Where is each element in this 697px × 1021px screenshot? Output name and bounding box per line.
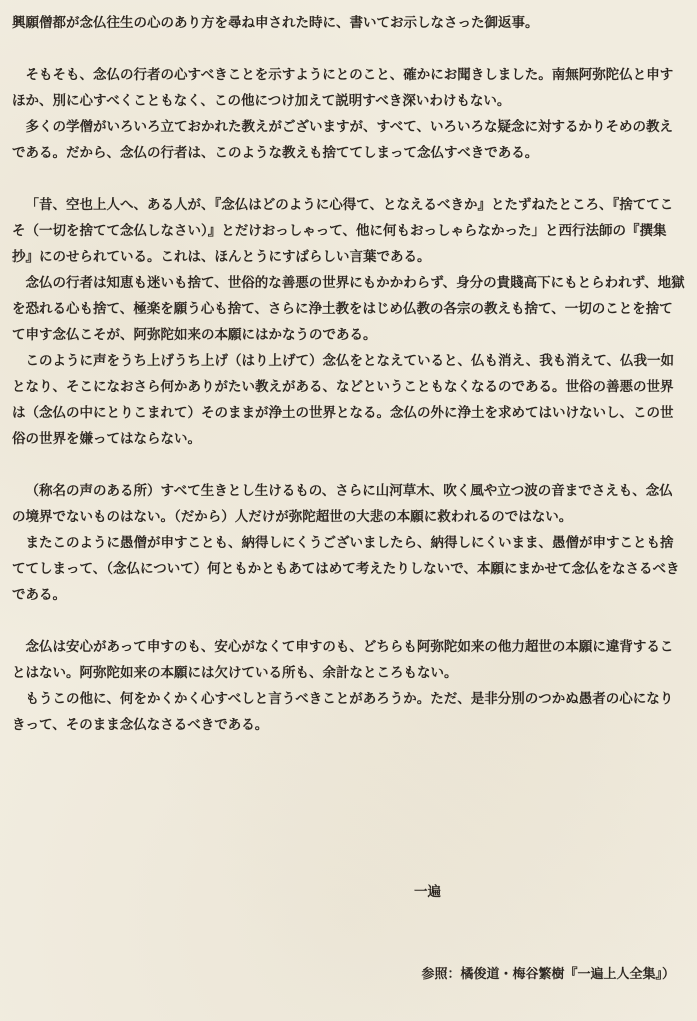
paragraph: そもそも、念仏の行者の心すべきことを示すようにとのこと、確かにお聞きしました。南無阿弥陀仏と申すほか、別に心すべくこともなく、この他につけ加えて説明すべき深いわけもない。 (12, 67, 674, 109)
document-title: 興願僧都が念仏往生の心のあり方を尋ね申された時に、書いてお示しなさった御返事。 (12, 15, 539, 31)
section-2 (12, 192, 685, 452)
reference-citation: 参照：橘俊道・梅谷繁樹『一遍上人全集』） (421, 967, 675, 982)
section-3 (12, 478, 685, 608)
paragraph: もうこの他に、何をかくかく心すべしと言うべきことがあろうか。ただ、是非分別のつかぬ愚者の心になりきって、そのまま念仏なさるべきである。 (12, 691, 674, 733)
paragraph: またこのように愚僧が申すことも、納得しにくうございましたら、納得しにくいまま、愚僧が申すことも捨ててしまって、（念仏について）何ともかともあてはめて考えたりしないで、本願にまかせて念仏をなさるべきである。 (12, 535, 680, 603)
signature: 一遍 (414, 884, 441, 900)
section-1 (12, 62, 685, 166)
paragraph: 念仏の行者は知恵も迷いも捨て、世俗的な善悪の世界にもかかわらず、身分の貴賤高下にもとらわれず、地獄を恐れる心も捨て、極楽を願う心も捨て、さらに浄土教をはじめ仏教の各宗の教えも捨て、一切のことを捨てて申す念仏こそが、阿弥陀如来の本願にはかなうのである。 (12, 275, 685, 343)
paragraph: 念仏は安心があって申すのも、安心がなくて申すのも、どちらも阿弥陀如来の他力超世の本願に違背することはない。阿弥陀如来の本願には欠けている所も、余計なところもない。 (12, 639, 674, 681)
paragraph: （称名の声のある所）すべて生きとし生けるもの、さらに山河草木、吹く風や立つ波の音までさえも、念仏の境界でないものはない。（だから）人だけが弥陀超世の大悲の本願に救われるのではない。 (12, 483, 673, 525)
document-body (12, 62, 685, 738)
paragraph: このように声をうち上げうち上げ（はり上げて）念仏をとなえていると、仏も消え、我も消えて、仏我一如となり、そこになおさら何かありがたい教えがある、などということもなくなるのである。世俗の善悪の世界は（念仏の中にとりこまれて）そのままが浄土の世界となる。念仏の外に浄土を求めてはいけないし、この世俗の世界を嫌ってはならない。 (12, 353, 675, 447)
paragraph: 多くの学僧がいろいろ立ておかれた教えがございますが、すべて、いろいろな疑念に対するかりそめの教えである。だから、念仏の行者は、このような教えも捨ててしまって念仏すべきである。 (12, 119, 673, 161)
paragraph: 「昔、空也上人へ、ある人が、『念仏はどのように心得て、となえるべきか』とたずねたところ、『捨ててこそ（一切を捨てて念仏しなさい）』とだけおっしゃって、他に何もおっしゃらなかった」と西行法師の『撰集抄』にのせられている。これは、ほんとうにすばらしい言葉である。 (12, 197, 674, 265)
section-4 (12, 634, 685, 738)
